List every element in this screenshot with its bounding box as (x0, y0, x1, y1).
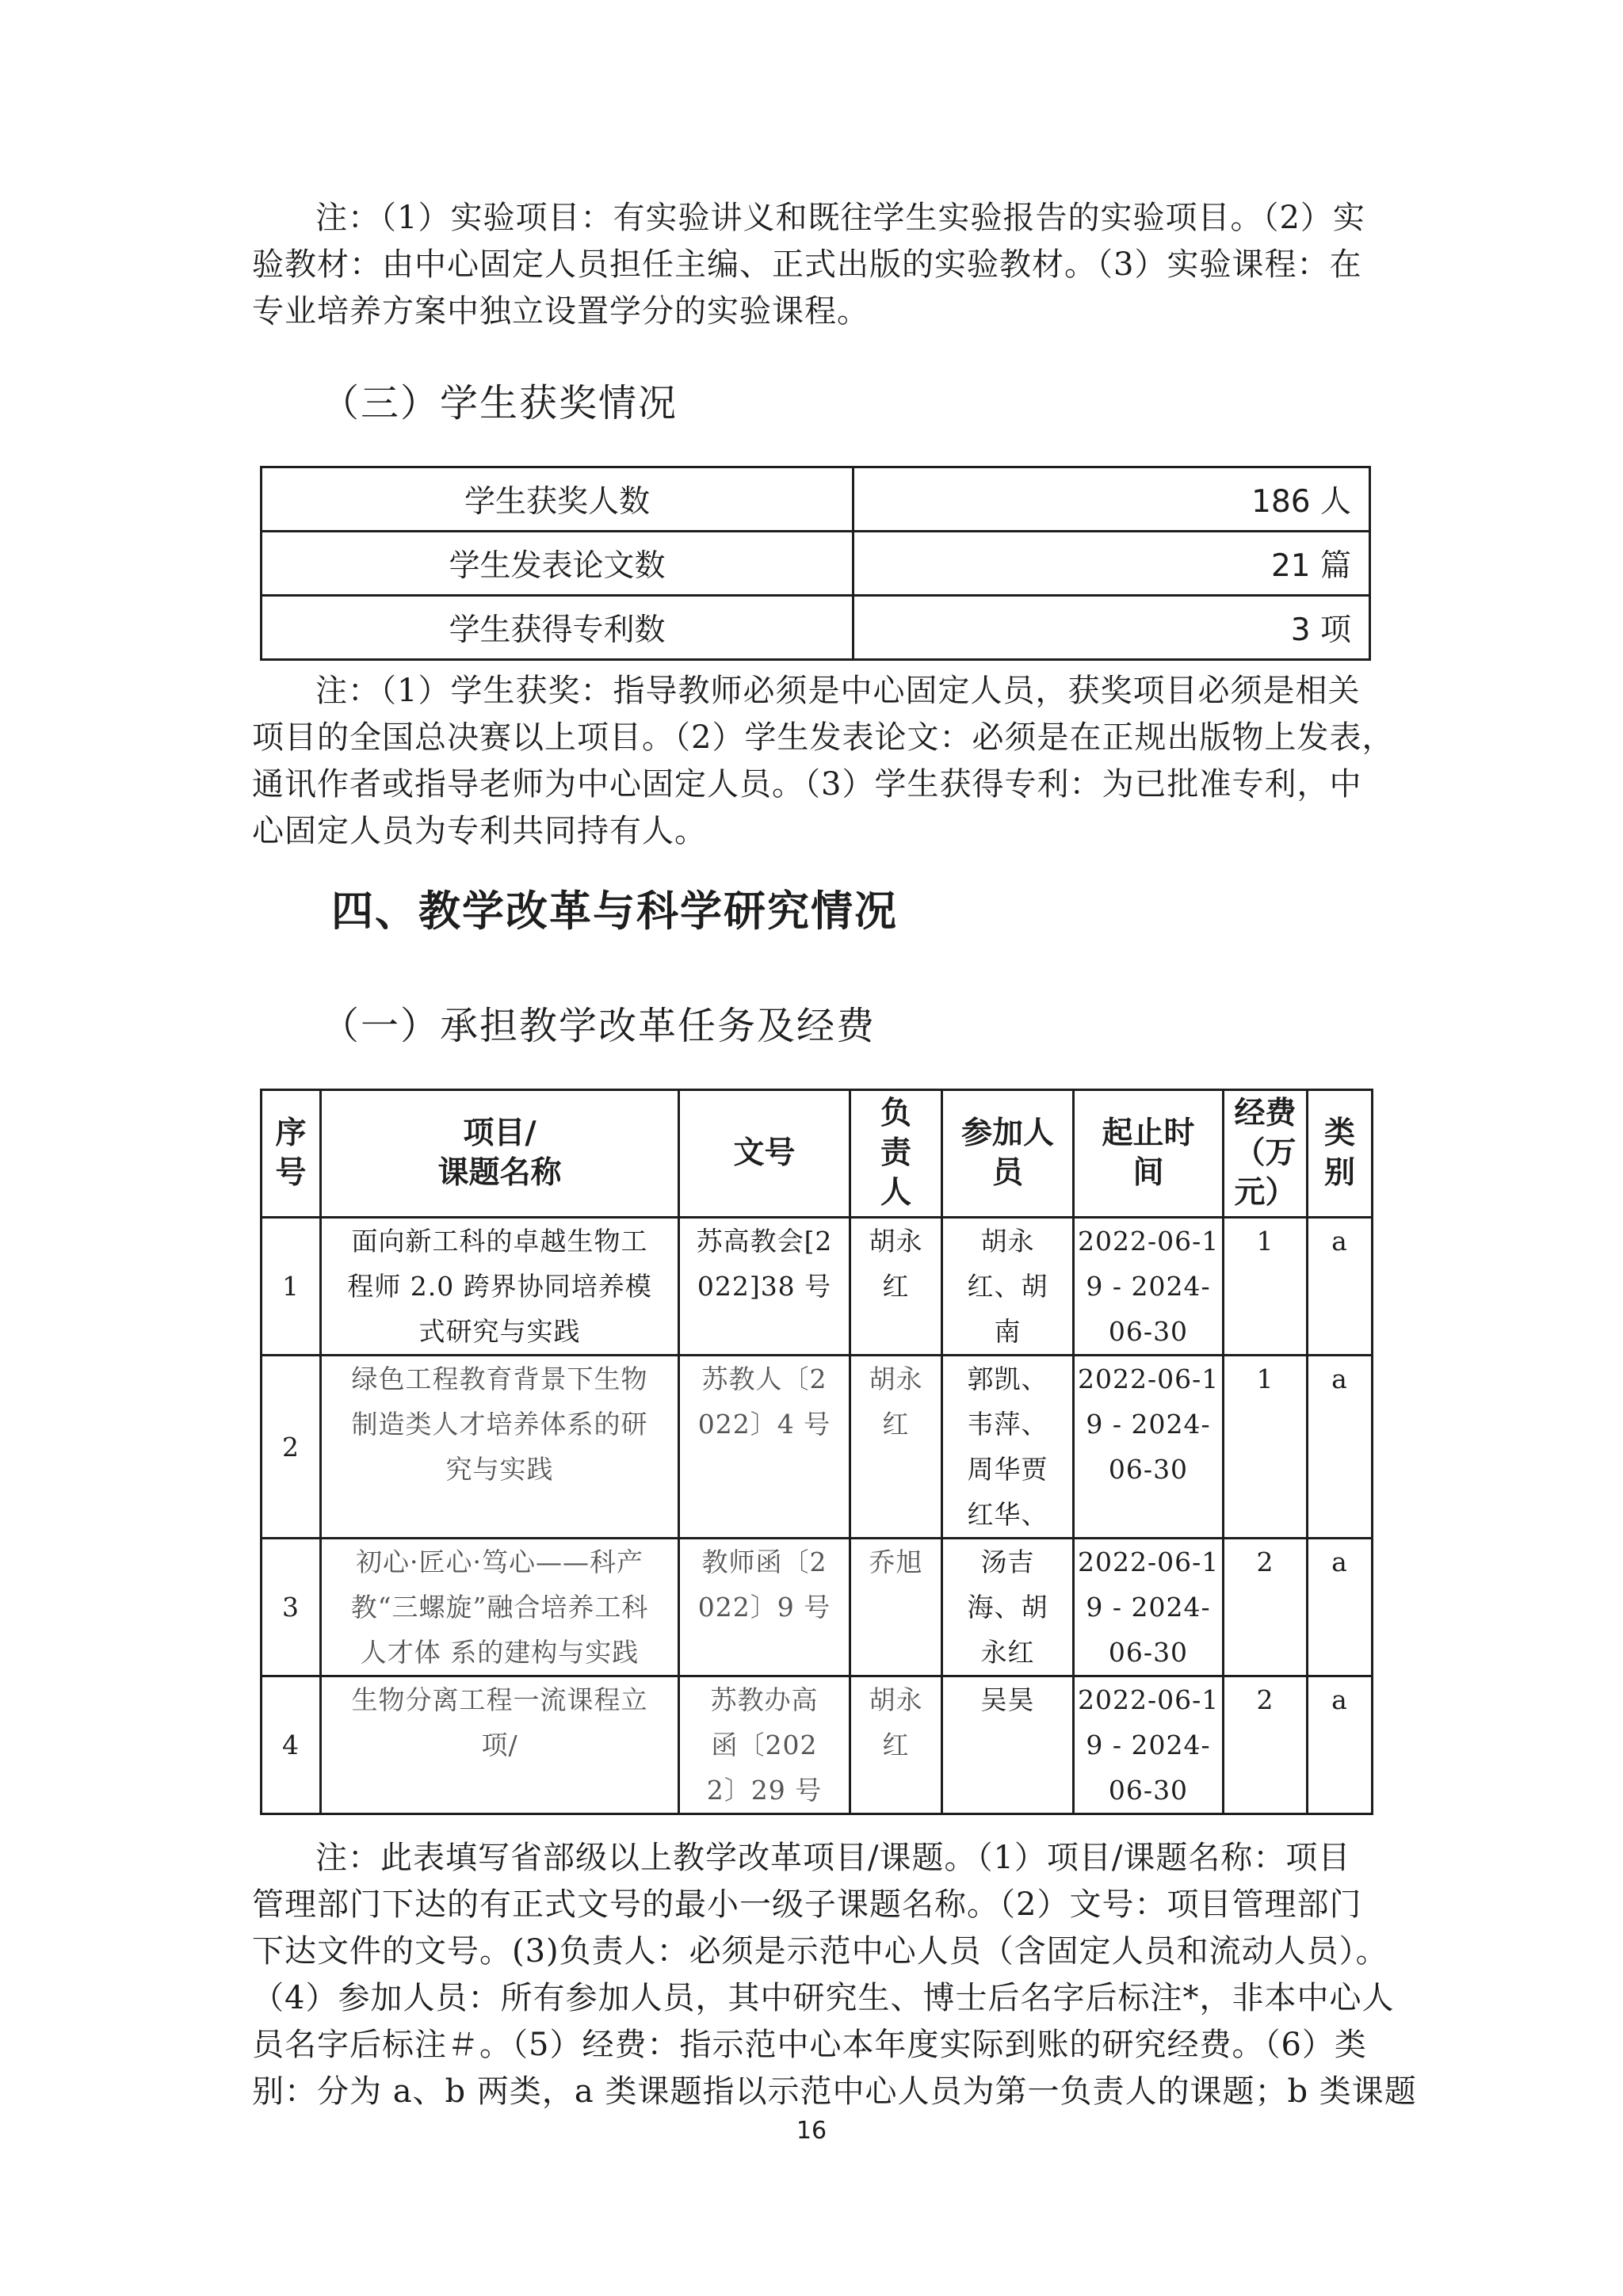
awards-value-cell: 186 人 (854, 467, 1370, 532)
members-cell: 胡永 红、胡 南 (942, 1218, 1074, 1356)
teaching-reform-table (260, 1089, 1373, 1815)
chapter-heading: 四、教学改革与科学研究情况 (331, 887, 898, 936)
lead-cell: 胡永 红 (850, 1356, 942, 1539)
document-number-cell: 苏教人〔2 022〕4 号 (679, 1356, 850, 1539)
table-header-row (262, 1090, 1373, 1218)
note-line: 专业培养方案中独立设置学分的实验课程。 (252, 293, 869, 330)
document-number-cell: 教师函〔2 022〕9 号 (679, 1539, 850, 1676)
funding-cell: 2 (1224, 1676, 1308, 1814)
category-cell: a (1308, 1218, 1373, 1356)
student-awards-table (260, 466, 1371, 661)
serial-cell: 4 (262, 1676, 321, 1814)
lead-cell: 胡永 红 (850, 1218, 942, 1356)
column-header-members: 参加人 员 (942, 1090, 1074, 1218)
document-number-cell: 苏高教会[2 022]38 号 (679, 1218, 850, 1356)
table-row (262, 532, 1370, 596)
column-header-lead: 负 责 人 (850, 1090, 942, 1218)
note-line: 注：（1）学生获奖：指导教师必须是中心固定人员，获奖项目必须是相关 (315, 673, 1361, 709)
table-row (262, 1356, 1373, 1539)
members-cell: 吴昊 (942, 1676, 1074, 1814)
column-header-category: 类 别 (1308, 1090, 1373, 1218)
column-header-serial: 序 号 (262, 1090, 321, 1218)
category-cell: a (1308, 1676, 1373, 1814)
note-line: 验教材：由中心固定人员担任主编、正式出版的实验教材。（3）实验课程：在 (252, 246, 1362, 283)
project-title-cell: 面向新工科的卓越生物工 程师 2.0 跨界协同培养模 式研究与实践 (321, 1218, 679, 1356)
lead-cell: 乔旭 (850, 1539, 942, 1676)
note-line: 注：（1）实验项目：有实验讲义和既往学生实验报告的实验项目。（2）实 (315, 200, 1365, 236)
note-experiment-definitions (252, 195, 1376, 335)
table-row (262, 467, 1370, 532)
period-cell: 2022-06-1 9 - 2024- 06-30 (1074, 1539, 1224, 1676)
period-cell: 2022-06-1 9 - 2024- 06-30 (1074, 1218, 1224, 1356)
members-cell: 汤吉 海、胡 永红 (942, 1539, 1074, 1676)
serial-cell: 1 (262, 1218, 321, 1356)
page-number: 16 (796, 2117, 827, 2145)
serial-cell: 3 (262, 1539, 321, 1676)
note-student-awards (252, 668, 1395, 855)
project-title-cell: 初心·匠心·笃心——科产 教“三螺旋”融合培养工科 人才体 系的建构与实践 (321, 1539, 679, 1676)
note-line: 别：分为 a、b 两类，a 类课题指以示范中心人员为第一负责人的课题；b 类课题 (252, 2073, 1417, 2110)
period-cell: 2022-06-1 9 - 2024- 06-30 (1074, 1356, 1224, 1539)
note-teaching-reform (252, 1835, 1417, 2115)
funding-cell: 1 (1224, 1356, 1308, 1539)
funding-cell: 2 (1224, 1539, 1308, 1676)
note-line: 下达文件的文号。(3)负责人：必须是示范中心人员（含固定人员和流动人员）。 (252, 1933, 1388, 1970)
note-line: 项目的全国总决赛以上项目。（2）学生发表论文：必须是在正规出版物上发表， (252, 719, 1395, 756)
note-line: 注：此表填写省部级以上教学改革项目/课题。（1）项目/课题名称：项目 (315, 1840, 1351, 1876)
table-row (262, 596, 1370, 660)
note-line: 管理部门下达的有正式文号的最小一级子课题名称。（2）文号：项目管理部门 (252, 1886, 1362, 1923)
note-line: （4）参加人员：所有参加人员，其中研究生、博士后名字后标注*，非本中心人 (252, 1980, 1395, 2016)
category-cell: a (1308, 1539, 1373, 1676)
awards-label-cell: 学生获得专利数 (262, 596, 854, 660)
project-title-cell: 绿色工程教育背景下生物 制造类人才培养体系的研 究与实践 (321, 1356, 679, 1539)
note-line: 心固定人员为专利共同持有人。 (252, 813, 707, 849)
section-heading-teaching-reform: （一）承担教学改革任务及经费 (321, 1004, 876, 1048)
column-header-funding: 经费 （万 元） (1224, 1090, 1308, 1218)
table-row (262, 1218, 1373, 1356)
table-row (262, 1539, 1373, 1676)
project-title-cell: 生物分离工程一流课程立 项/ (321, 1676, 679, 1814)
awards-label-cell: 学生获奖人数 (262, 467, 854, 532)
column-header-period: 起止时 间 (1074, 1090, 1224, 1218)
document-number-cell: 苏教办高 函〔202 2〕29 号 (679, 1676, 850, 1814)
period-cell: 2022-06-1 9 - 2024- 06-30 (1074, 1676, 1224, 1814)
section-heading-student-awards: （三）学生获奖情况 (321, 381, 678, 425)
table-row (262, 1676, 1373, 1814)
awards-value-cell: 21 篇 (854, 532, 1370, 596)
awards-label-cell: 学生发表论文数 (262, 532, 854, 596)
funding-cell: 1 (1224, 1218, 1308, 1356)
awards-value-cell: 3 项 (854, 596, 1370, 660)
serial-cell: 2 (262, 1356, 321, 1539)
note-line: 员名字后标注＃。（5）经费：指示范中心本年度实际到账的研究经费。（6）类 (252, 2027, 1367, 2063)
lead-cell: 胡永 红 (850, 1676, 942, 1814)
column-header-document-number: 文号 (679, 1090, 850, 1218)
members-cell: 郭凯、 韦萍、 周华贾 红华、 (942, 1356, 1074, 1539)
column-header-project-title: 项目/ 课题名称 (321, 1090, 679, 1218)
category-cell: a (1308, 1356, 1373, 1539)
note-line: 通讯作者或指导老师为中心固定人员。（3）学生获得专利：为已批准专利，中 (252, 766, 1362, 803)
